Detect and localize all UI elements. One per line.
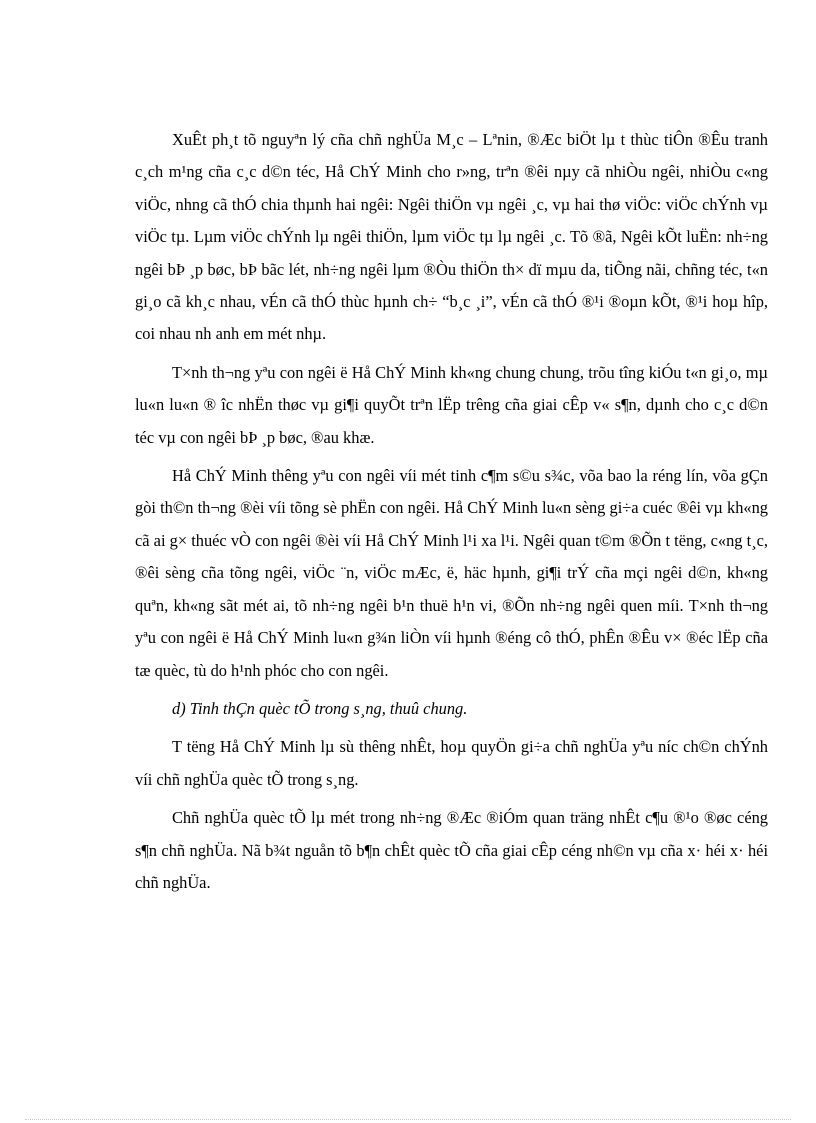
body-text (135, 124, 768, 899)
section-heading-internationalism: d) Tinh thÇn quèc tÕ trong s¸ng, thuû chung. (172, 698, 468, 718)
paragraph-class-love: T×nh th¬ng yªu con ngêi ë Hå ChÝ Minh kh«ng chung chung, trõu tîng kiÓu t«n gi¸o, mµ lu«n lu«n ® îc nhËn thøc vµ gi¶i quyÕt trªn lËp trêng cña giai cÊp v« s¶n, dµnh cho c¸c d©n téc vµ con ngêi bÞ ¸p bøc, ®au khæ. (135, 362, 768, 447)
paragraph-patriotism-internationalism: T tëng Hå ChÝ Minh lµ sù thêng nhÊt, hoµ quyÖn gi÷a chñ nghÜa yªu níc ch©n chÝnh víi chñ nghÜa quèc tÕ trong s¸ng. (135, 737, 768, 789)
paragraph-care-for-people: Hå ChÝ Minh thêng yªu con ngêi víi mét tinh c¶m s©u s¾c, võa bao la réng lín, võa gÇn gòi th©n th¬ng ®èi víi tõng sè phËn con ngêi. Hå ChÝ Minh lu«n sèng gi÷a cuéc ®êi vµ kh«ng cã ai g× thuéc vÒ con ngêi ®èi víi Hå ChÝ Minh l¹i xa l¹i. Ngêi quan t©m ®Õn t tëng, c«ng t¸c, ®êi sèng cña tõng ngêi, viÖc ¨n, viÖc mÆc, ë, häc hµnh, gi¶i trÝ cña mçi ngêi d©n, kh«ng quªn, kh«ng sãt mét ai, tõ nh÷ng ngêi b¹n thuë h¹n vi, ®Õn nh÷ng ngêi quen míi. T×nh th¬ng yªu con ngêi ë Hå ChÝ Minh lu«n g¾n liÒn víi hµnh ®éng cô thÓ, phÊn ®Êu v× ®éc lËp cña tæ quèc, tù do h¹nh phóc cho con ngêi. (135, 466, 768, 680)
paragraph-communist-ethics: Chñ nghÜa quèc tÕ lµ mét trong nh÷ng ®Æc ®iÓm quan träng nhÊt c¶u ®¹o ®øc céng s¶n chñ nghÜa. Nã b¾t nguån tõ b¶n chÊt quèc tÕ cña giai cÊp céng nh©n vµ cña x· héi x· héi chñ nghÜa. (135, 808, 768, 892)
page-bottom-divider (25, 1119, 791, 1120)
paragraph-origin-of-humanism: XuÊt ph¸t tõ nguyªn lý cña chñ nghÜa M¸c – Lªnin, ®Æc biÖt lµ t thùc tiÔn ®Êu tranh c¸ch m¹ng cña c¸c d©n téc, Hå ChÝ Minh cho r»ng, trªn ®êi nµy cã nhiÒu ngêi, nhiÒu c«ng viÖc, nhng cã thÓ chia thµnh hai ngêi: Ngêi thiÖn vµ ngêi ¸c, vµ hai thø viÖc: viÖc chÝnh vµ viÖc tµ. Lµm viÖc chÝnh lµ ngêi thiÖn, lµm viÖc tµ lµ ngêi ¸c. Tõ ®ã, Ngêi kÕt luËn: nh÷ng ngêi bÞ ¸p bøc, bÞ bãc lét, nh÷ng ngêi lµm ®Òu thiÖn th× dï mµu da, tiÕng nãi, chñng téc, t«n gi¸o cã kh¸c nhau, vÉn cã thÓ thùc hµnh ch÷ “b¸c ¸i”, vÉn cã thÓ ®¹i ®oµn kÕt, ®¹i hoµ hîp, coi nhau nh anh em mét nhµ. (135, 130, 768, 344)
